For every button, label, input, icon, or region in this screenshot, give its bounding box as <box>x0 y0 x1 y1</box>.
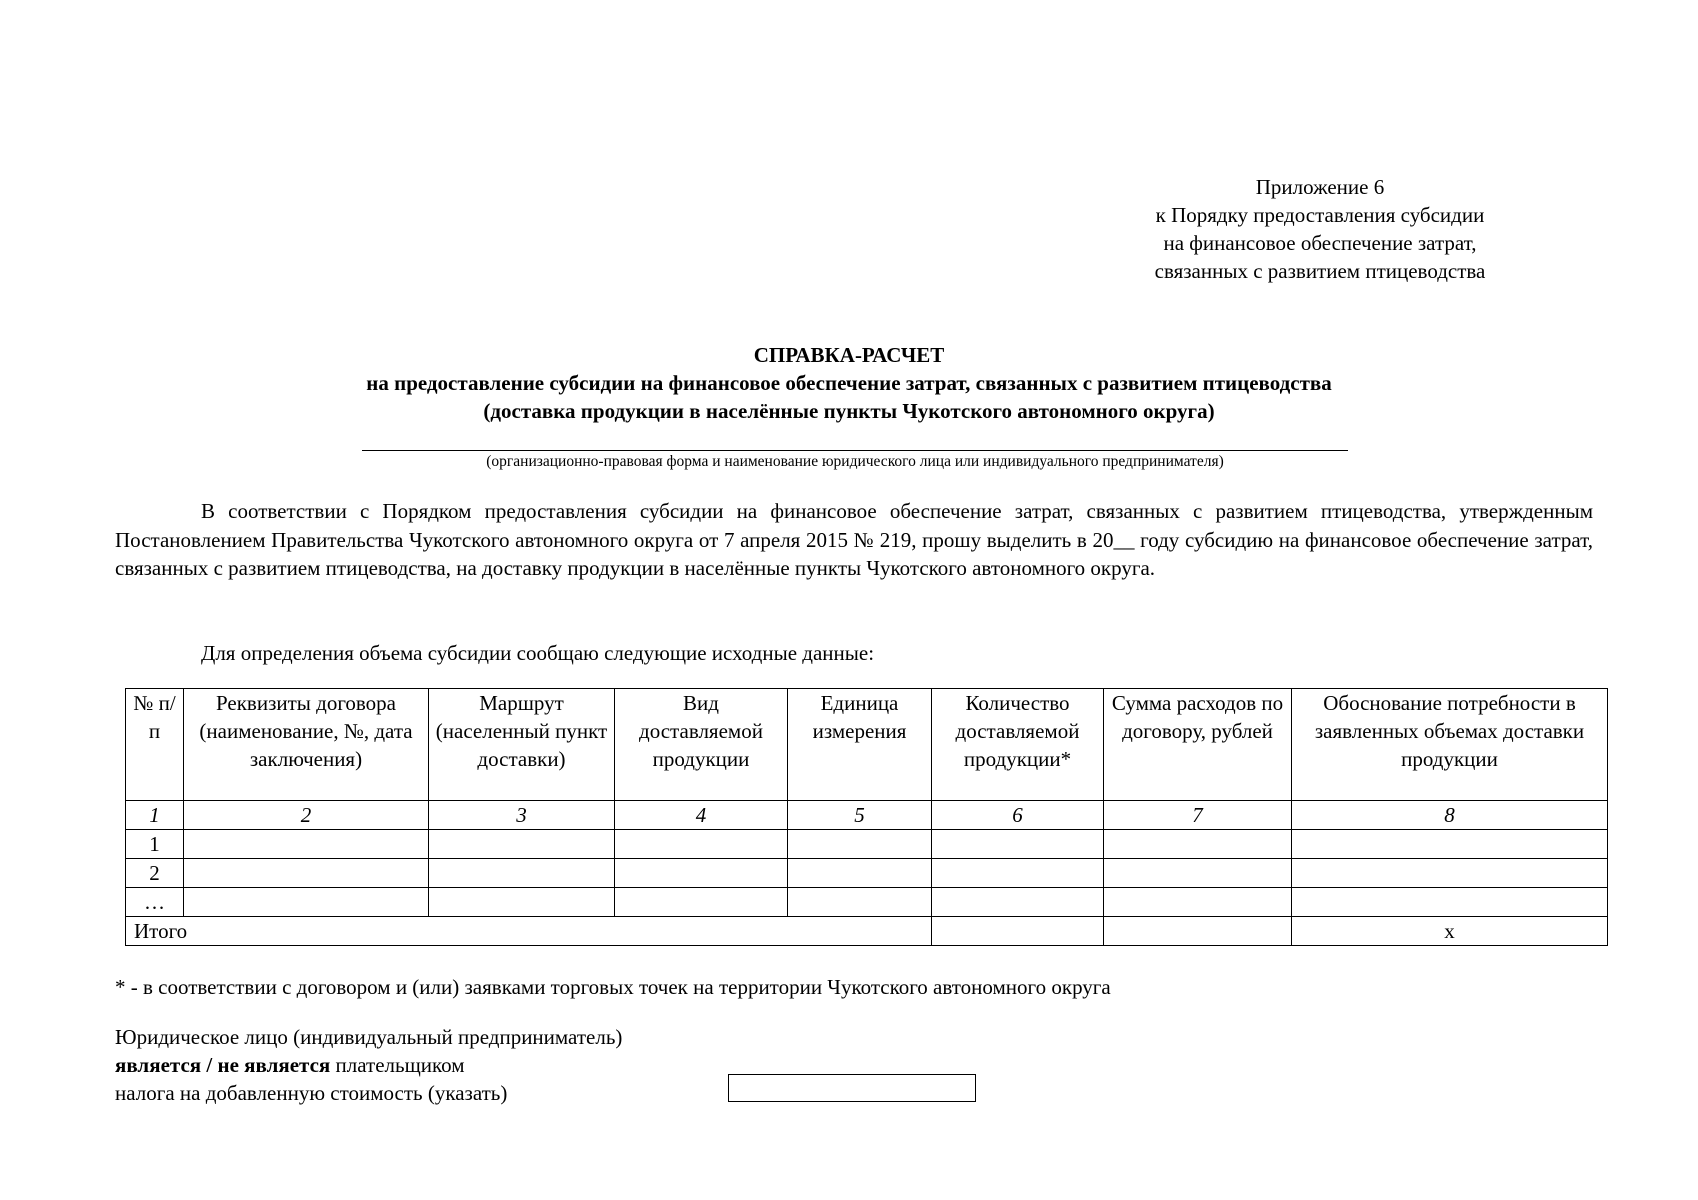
table-cell[interactable] <box>429 830 615 859</box>
document-title <box>0 341 1698 425</box>
header-cell: Сумма расходов по договору, рублей <box>1104 689 1292 801</box>
row-number: 1 <box>126 830 184 859</box>
table-cell[interactable] <box>1292 888 1608 917</box>
vat-line-1: Юридическое лицо (индивидуальный предприниматель) <box>115 1025 623 1049</box>
table-cell[interactable] <box>932 888 1104 917</box>
column-number: 3 <box>429 801 615 830</box>
row-number: … <box>126 888 184 917</box>
table-row <box>126 859 1608 888</box>
table-cell[interactable] <box>932 830 1104 859</box>
table-cell[interactable] <box>1292 830 1608 859</box>
table-cell[interactable] <box>615 888 788 917</box>
table-cell[interactable] <box>615 830 788 859</box>
total-label: Итого <box>126 917 932 946</box>
vat-status-block <box>115 1023 622 1107</box>
appendix-line-4: связанных с развитием птицеводства <box>1154 259 1486 283</box>
footnote: * - в соответствии с договором и (или) заявками торговых точек на территории Чукотского автономного округа <box>115 975 1111 999</box>
vat-choice: является / не является <box>115 1053 331 1077</box>
request-paragraph <box>115 497 1593 583</box>
table-cell[interactable] <box>788 888 932 917</box>
org-name-caption: (организационно-правовая форма и наименование юридического лица или индивидуального предпринимателя) <box>486 453 1224 470</box>
title-line-2: на предоставление субсидии на финансовое обеспечение затрат, связанных с развитием птицеводства <box>366 371 1332 395</box>
total-quantity-cell[interactable] <box>932 917 1104 946</box>
column-number: 5 <box>788 801 932 830</box>
header-cell: Обоснование потребности в заявленных объемах доставки продукции <box>1292 689 1608 801</box>
header-cell: Единица измерения <box>788 689 932 801</box>
table-cell[interactable] <box>184 888 429 917</box>
header-cell: Реквизиты договора (наименование, №, дата заключения) <box>184 689 429 801</box>
column-number: 1 <box>126 801 184 830</box>
vat-line-2 <box>115 1051 622 1079</box>
table-cell[interactable] <box>1104 888 1292 917</box>
table-cell[interactable] <box>429 859 615 888</box>
title-heading: СПРАВКА-РАСЧЕТ <box>753 343 945 367</box>
data-intro-paragraph: Для определения объема субсидии сообщаю следующие исходные данные: <box>201 641 875 665</box>
total-sum-cell[interactable] <box>1104 917 1292 946</box>
header-cell: Количество доставляемой продукции* <box>932 689 1104 801</box>
column-number: 7 <box>1104 801 1292 830</box>
table-cell[interactable] <box>1292 859 1608 888</box>
column-number: 8 <box>1292 801 1608 830</box>
table-cell[interactable] <box>788 859 932 888</box>
appendix-block <box>1120 173 1520 285</box>
appendix-line-3: на финансовое обеспечение затрат, <box>1163 231 1477 255</box>
table-cell[interactable] <box>932 859 1104 888</box>
table-cell[interactable] <box>615 859 788 888</box>
table-cell[interactable] <box>1104 830 1292 859</box>
table-cell[interactable] <box>184 830 429 859</box>
column-number: 6 <box>932 801 1104 830</box>
header-cell: № п/п <box>126 689 184 801</box>
request-paragraph-text: В соответствии с Порядком предоставления субсидии на финансовое обеспечение затрат, связанных с развитием птицеводства, утвержденным Постановлением Правительства Чукотского автономного округа от 7 апреля 2015 № 219, прошу выделить в 20__ году субсидию на финансовое обеспечение затрат, связанных с развитием птицеводства, на доставку продукции в населённые пункты Чукотского автономного округа. <box>115 499 1593 580</box>
table-cell[interactable] <box>429 888 615 917</box>
org-name-fill-line[interactable] <box>362 450 1348 451</box>
table-header-row <box>126 689 1608 801</box>
total-row <box>126 917 1608 946</box>
vat-line-2-rest: плательщиком <box>330 1053 465 1077</box>
title-line-3: (доставка продукции в населённые пункты Чукотского автономного округа) <box>483 399 1215 423</box>
column-number: 4 <box>615 801 788 830</box>
table-cell[interactable] <box>184 859 429 888</box>
table-cell[interactable] <box>1104 859 1292 888</box>
header-cell: Вид доставляемой продукции <box>615 689 788 801</box>
appendix-line-1: Приложение 6 <box>1255 175 1385 199</box>
vat-line-3: налога на добавленную стоимость (указать) <box>115 1081 508 1105</box>
table-row <box>126 888 1608 917</box>
appendix-line-2: к Порядку предоставления субсидии <box>1155 203 1485 227</box>
calculation-table <box>125 688 1608 946</box>
row-number: 2 <box>126 859 184 888</box>
table-row <box>126 830 1608 859</box>
column-number-row <box>126 801 1608 830</box>
table-cell[interactable] <box>788 830 932 859</box>
column-number: 2 <box>184 801 429 830</box>
vat-input-box[interactable] <box>728 1074 976 1102</box>
total-justification-cell: х <box>1292 917 1608 946</box>
header-cell: Маршрут (населенный пункт доставки) <box>429 689 615 801</box>
